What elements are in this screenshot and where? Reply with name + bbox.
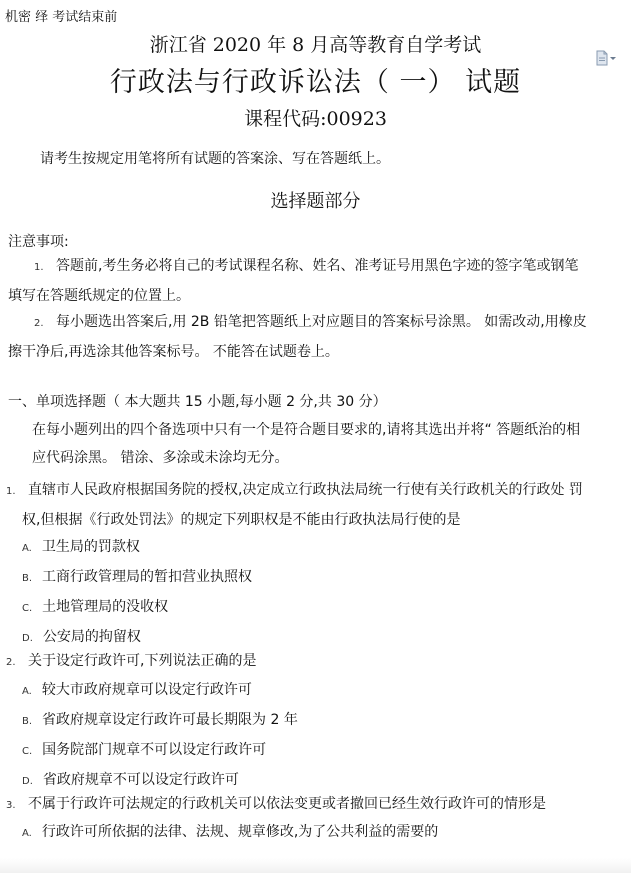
section-description [32,416,580,472]
question-number: 3. [6,800,16,811]
note-item [8,252,578,310]
part-title: 选择题部分 [270,191,361,212]
section-heading: 一、单项选择题（ 本大题共 15 小题,每小题 2 分,共 30 分） [8,394,387,410]
question-1 [6,476,583,534]
option-text: 土地管理局的没收权 [42,599,169,615]
option-text: 省政府规章设定行政许可最长期限为 2 年 [42,712,298,728]
option-text: 行政许可所依据的法律、法规、规章修改,为了公共利益的需要的 [41,824,439,840]
option-letter: B. [22,716,33,727]
option-c[interactable] [22,593,252,623]
note-text: 每小题选出答案后,用 2B 铅笔把答题纸上对应题目的答案标号涂黑。 如需改动,用橡皮 [56,314,587,330]
note-number: 1. [34,262,44,273]
option-letter: D. [22,776,33,787]
course-title: 行政法与行政诉讼法（ 一） 试题 [109,67,522,98]
question-2 [6,647,256,677]
option-text: 卫生局的罚款权 [41,539,140,555]
option-letter: A. [22,543,32,554]
section-description-line: 应代码涂黑。 错涂、多涂或未涂均无分。 [32,450,289,466]
option-text: 公安局的拘留权 [42,629,141,645]
question-2-options [22,676,298,796]
option-letter: C. [22,603,33,614]
option-b[interactable] [22,706,298,736]
option-a[interactable] [22,818,438,848]
option-letter: D. [22,633,33,644]
option-c[interactable] [22,736,298,766]
option-a[interactable] [22,676,298,706]
option-a[interactable] [22,533,252,563]
note-item [8,308,587,366]
note-text-continued: 填写在答题纸规定的位置上。 [8,288,190,304]
question-text-continued: 权,但根据《行政处罚法》的规定下列职权是不能由行政执法局行使的是 [22,512,461,528]
option-letter: A. [22,828,32,839]
question-text: 不属于行政许可法规定的行政机关可以依法变更或者撤回已经生效行政许可的情形是 [28,796,546,812]
page-bottom-edge [0,858,631,873]
notes-heading: 注意事项: [8,234,69,250]
question-3 [6,790,546,820]
option-text: 较大市政府规章可以设定行政许可 [41,682,252,698]
exam-title: 浙江省 2020 年 8 月高等教育自学考试 [149,34,482,56]
question-number: 2. [6,657,16,668]
question-3-options [22,818,438,848]
note-text-continued: 擦干净后,再选涂其他答案标号。 不能答在试题卷上。 [8,344,339,360]
instruction-text: 请考生按规定用笔将所有试题的答案涂、写在答题纸上。 [40,151,390,167]
question-1-options [22,533,252,653]
note-text: 答题前,考生务必将自己的考试课程名称、姓名、准考证号用黑色字迹的签字笔或钢笔 [56,258,579,274]
option-b[interactable] [22,563,252,593]
question-text: 直辖市人民政府根据国务院的授权,决定成立行政执法局统一行使有关行政机关的行政处 罚 [28,482,583,498]
confidential-note: 机密 绎 考试结束前 [5,10,118,25]
option-text: 工商行政管理局的暂扣营业执照权 [42,569,253,585]
option-text: 省政府规章不可以设定行政许可 [42,772,239,788]
question-number: 1. [6,486,16,497]
note-number: 2. [34,318,44,329]
course-code: 课程代码:00923 [244,108,387,130]
option-letter: B. [22,573,33,584]
section-description-line: 在每小题列出的四个备选项中只有一个是符合题目要求的,请将其选出并将“ 答题纸治的相 [32,422,581,438]
option-letter: A. [22,686,32,697]
question-text: 关于设定行政许可,下列说法正确的是 [28,653,257,669]
option-text: 国务院部门规章不可以设定行政许可 [42,742,267,758]
option-letter: C. [22,746,33,757]
